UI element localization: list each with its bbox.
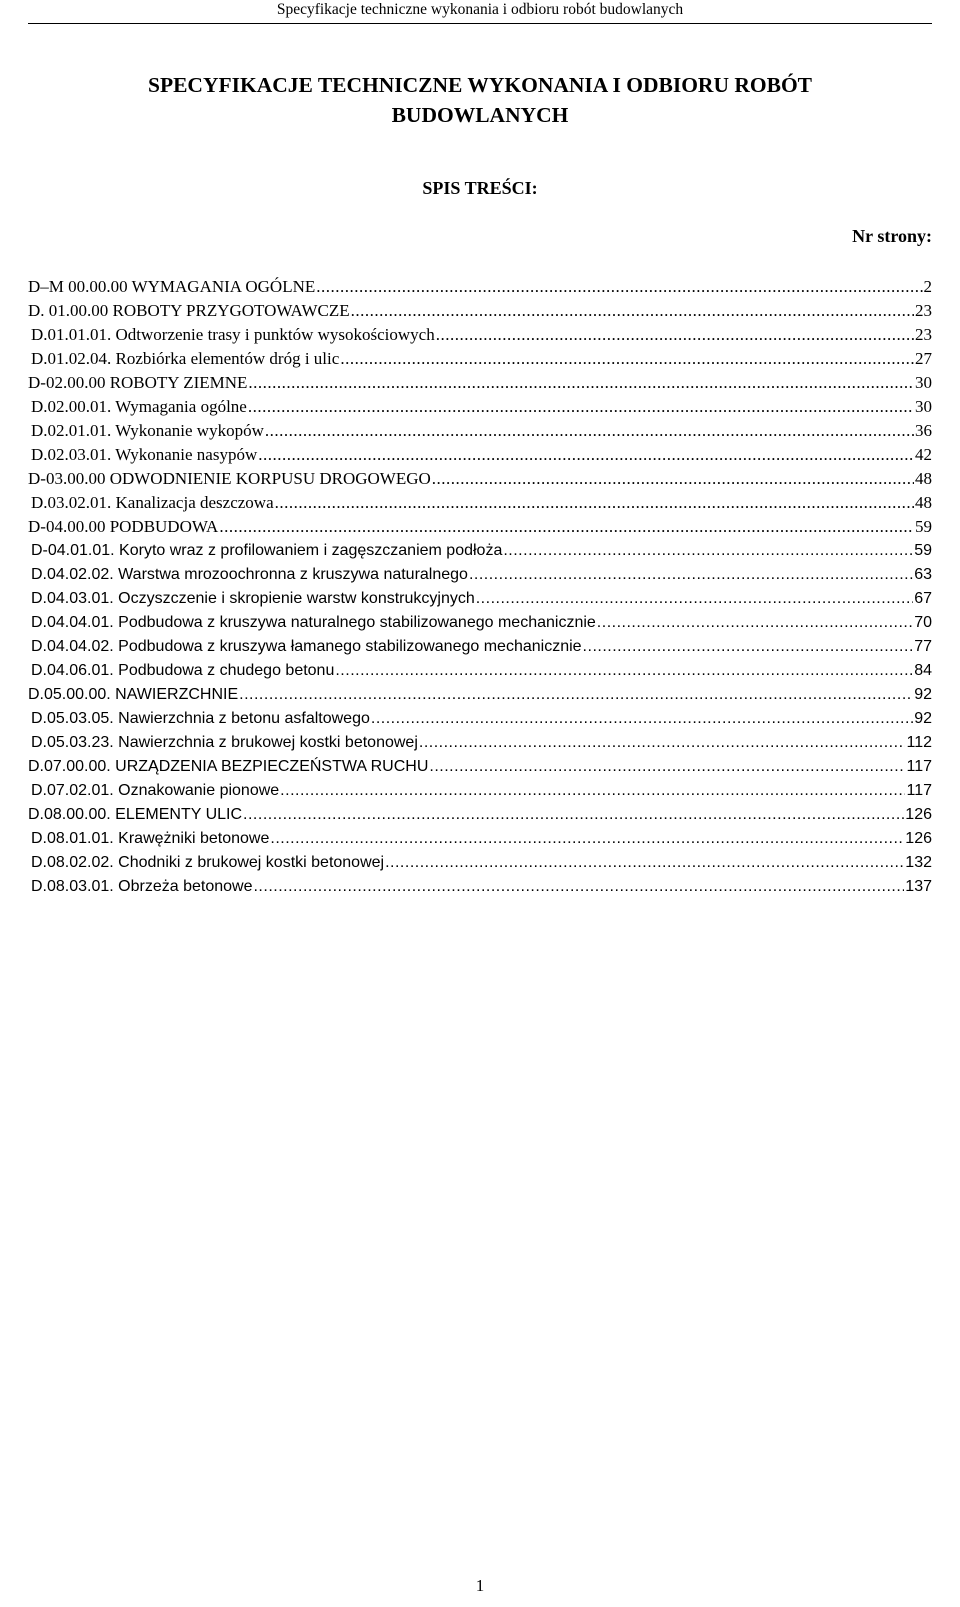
toc-dot-leader bbox=[351, 299, 914, 323]
toc-entry[interactable] bbox=[28, 803, 932, 827]
toc-entry[interactable] bbox=[28, 875, 932, 899]
toc-entry-page: 30 bbox=[915, 373, 932, 392]
toc-entry-page: 132 bbox=[905, 854, 932, 871]
toc-dot-leader bbox=[503, 539, 913, 563]
toc-entry-page: 92 bbox=[914, 710, 932, 727]
toc-dot-leader bbox=[476, 587, 913, 611]
toc-dot-leader bbox=[280, 779, 905, 803]
toc-entry-page: 23 bbox=[915, 325, 932, 344]
toc-entry[interactable] bbox=[28, 851, 932, 875]
toc-entry-title: D-03.00.00 ODWODNIENIE KORPUSU DROGOWEGO bbox=[28, 469, 431, 488]
toc-dot-leader bbox=[243, 803, 904, 827]
toc-entry[interactable] bbox=[28, 299, 932, 323]
toc-dot-leader bbox=[371, 707, 913, 731]
toc-dot-leader bbox=[248, 395, 914, 419]
toc-entry-title: D.02.01.01. Wykonanie wykopów bbox=[31, 421, 264, 440]
toc-entry-page: 117 bbox=[906, 782, 932, 799]
toc-entry[interactable] bbox=[28, 611, 932, 635]
toc-dot-leader bbox=[436, 323, 914, 347]
toc-dot-leader bbox=[270, 827, 904, 851]
toc-dot-leader bbox=[335, 659, 913, 683]
toc-entry-title: D-04.00.00 PODBUDOWA bbox=[28, 517, 219, 536]
toc-entry-page: 126 bbox=[905, 830, 932, 847]
toc-entry-title: D.05.00.00. NAWIERZCHNIE bbox=[28, 686, 239, 703]
toc-entry-page: 77 bbox=[914, 638, 932, 655]
toc-entry[interactable] bbox=[28, 275, 932, 299]
toc-entry[interactable] bbox=[28, 587, 932, 611]
toc-entry-page: 42 bbox=[915, 445, 932, 464]
toc-entry-page: 30 bbox=[915, 397, 932, 416]
toc-entry[interactable] bbox=[28, 395, 932, 419]
toc-dot-leader bbox=[253, 875, 904, 899]
toc-entry-title: D.08.03.01. Obrzeża betonowe bbox=[31, 878, 253, 895]
toc-entry-title: D.07.00.00. URZĄDZENIA BEZPIECZEŃSTWA RUCHU bbox=[28, 758, 429, 775]
toc-entry-page: 27 bbox=[915, 349, 932, 368]
toc-entry[interactable] bbox=[28, 779, 932, 803]
document-title-line-1: SPECYFIKACJE TECHNICZNE WYKONANIA I ODBIORU ROBÓT bbox=[147, 73, 813, 97]
toc-entry[interactable] bbox=[28, 635, 932, 659]
toc-entry-page: 70 bbox=[914, 614, 932, 631]
toc-entry-page: 48 bbox=[915, 469, 932, 488]
toc-entry[interactable] bbox=[28, 755, 932, 779]
toc-entry[interactable] bbox=[28, 443, 932, 467]
document-title-line-2: BUDOWLANYCH bbox=[391, 103, 569, 127]
toc-entry-title: D.02.03.01. Wykonanie nasypów bbox=[31, 445, 258, 464]
toc-entry-page: 59 bbox=[914, 542, 932, 559]
toc-entry-page: 137 bbox=[905, 878, 932, 895]
toc-entry-page: 92 bbox=[914, 686, 932, 703]
toc-dot-leader bbox=[597, 611, 913, 635]
toc-entry[interactable] bbox=[28, 467, 932, 491]
toc-dot-leader bbox=[429, 755, 905, 779]
toc-dot-leader bbox=[469, 563, 913, 587]
toc-dot-leader bbox=[219, 515, 914, 539]
toc-entry-page: 48 bbox=[915, 493, 932, 512]
toc-entry-title: D.01.02.04. Rozbiórka elementów dróg i ulic bbox=[31, 349, 340, 368]
toc-entry-page: 36 bbox=[915, 421, 932, 440]
toc-entry-page: 59 bbox=[915, 517, 932, 536]
toc-entry-page: 63 bbox=[914, 566, 932, 583]
toc-entry-title: D.08.01.01. Krawężniki betonowe bbox=[31, 830, 270, 847]
toc-entry[interactable] bbox=[28, 491, 932, 515]
toc-entry-title: D.05.03.23. Nawierzchnia z brukowej kostki betonowej bbox=[31, 734, 418, 751]
toc-entry[interactable] bbox=[28, 563, 932, 587]
toc-entry-title: D.04.06.01. Podbudowa z chudego betonu bbox=[31, 662, 335, 679]
toc-dot-leader bbox=[265, 419, 914, 443]
toc-entry[interactable] bbox=[28, 515, 932, 539]
toc-entry[interactable] bbox=[28, 419, 932, 443]
toc-dot-leader bbox=[419, 731, 906, 755]
toc-entry-title: D.08.02.02. Chodniki z brukowej kostki betonowej bbox=[31, 854, 385, 871]
toc-entry[interactable] bbox=[28, 683, 932, 707]
page-number-column-label: Nr strony: bbox=[852, 226, 932, 246]
toc-entry-page: 126 bbox=[905, 806, 932, 823]
toc-entry-title: D-04.01.01. Koryto wraz z profilowaniem i zagęszczaniem podłoża bbox=[31, 542, 503, 559]
toc-entry-title: D.04.04.02. Podbudowa z kruszywa łamanego stabilizowanego mechanicznie bbox=[31, 638, 582, 655]
toc-dot-leader bbox=[340, 347, 914, 371]
toc-dot-leader bbox=[248, 371, 914, 395]
toc-entry-title: D.02.00.01. Wymagania ogólne bbox=[31, 397, 247, 416]
toc-entry-title: D.03.02.01. Kanalizacja deszczowa bbox=[31, 493, 274, 512]
toc-entry-page: 67 bbox=[914, 590, 932, 607]
toc-entry-title: D. 01.00.00 ROBOTY PRZYGOTOWAWCZE bbox=[28, 301, 350, 320]
toc-entry-page: 2 bbox=[923, 277, 932, 296]
toc-dot-leader bbox=[275, 491, 914, 515]
toc-entry[interactable] bbox=[28, 659, 932, 683]
toc-entry[interactable] bbox=[28, 371, 932, 395]
document-title bbox=[0, 70, 960, 130]
table-of-contents bbox=[28, 275, 932, 899]
toc-entry-title: D.01.01.01. Odtworzenie trasy i punktów wysokościowych bbox=[31, 325, 435, 344]
toc-heading: SPIS TREŚCI: bbox=[422, 178, 538, 198]
toc-dot-leader bbox=[239, 683, 913, 707]
toc-entry-title: D.08.00.00. ELEMENTY ULIC bbox=[28, 806, 243, 823]
toc-entry[interactable] bbox=[28, 347, 932, 371]
toc-entry[interactable] bbox=[28, 323, 932, 347]
toc-dot-leader bbox=[583, 635, 914, 659]
toc-entry-page: 112 bbox=[906, 734, 932, 751]
toc-entry-title: D.04.04.01. Podbudowa z kruszywa naturalnego stabilizowanego mechanicznie bbox=[31, 614, 596, 631]
toc-dot-leader bbox=[385, 851, 904, 875]
toc-entry[interactable] bbox=[28, 539, 932, 563]
toc-entry-title: D.07.02.01. Oznakowanie pionowe bbox=[31, 782, 280, 799]
toc-entry-page: 23 bbox=[915, 301, 932, 320]
toc-entry[interactable] bbox=[28, 827, 932, 851]
toc-entry-title: D.05.03.05. Nawierzchnia z betonu asfaltowego bbox=[31, 710, 370, 727]
page-footer-number: 1 bbox=[475, 1576, 485, 1595]
toc-entry-title: D.04.02.02. Warstwa mrozoochronna z kruszywa naturalnego bbox=[31, 566, 468, 583]
running-header: Specyfikacje techniczne wykonania i odbioru robót budowlanych bbox=[276, 1, 684, 18]
toc-entry-page: 84 bbox=[914, 662, 932, 679]
toc-entry-title: D-02.00.00 ROBOTY ZIEMNE bbox=[28, 373, 248, 392]
toc-entry[interactable] bbox=[28, 707, 932, 731]
toc-entry[interactable] bbox=[28, 731, 932, 755]
toc-entry-page: 117 bbox=[906, 758, 932, 775]
toc-entry-title: D.04.03.01. Oczyszczenie i skropienie warstw konstrukcyjnych bbox=[31, 590, 475, 607]
toc-dot-leader bbox=[316, 275, 922, 299]
toc-dot-leader bbox=[258, 443, 914, 467]
header-rule bbox=[28, 23, 932, 24]
toc-entry-title: D–M 00.00.00 WYMAGANIA OGÓLNE bbox=[28, 277, 316, 296]
toc-dot-leader bbox=[432, 467, 914, 491]
